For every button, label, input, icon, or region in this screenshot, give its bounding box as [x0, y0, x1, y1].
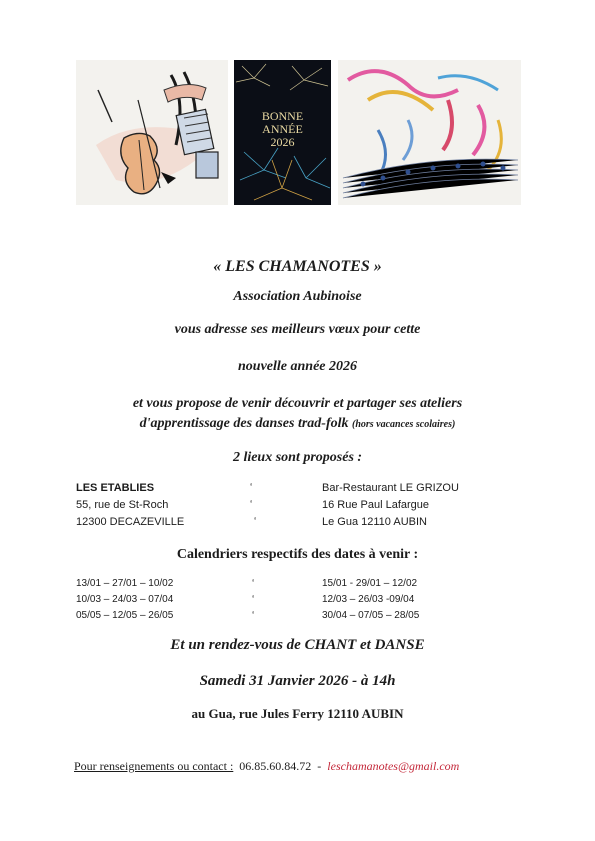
- dates-separator: ‘: [252, 610, 255, 621]
- contact-dash: -: [317, 759, 322, 773]
- fireworks-image: [234, 60, 331, 205]
- dates-right-row-2: 12/03 – 26/03 -09/04: [322, 594, 415, 605]
- venue-left-name: LES ETABLIES: [76, 482, 155, 494]
- greeting-word-2: ANNÉE: [262, 122, 303, 136]
- invitation-line: et vous propose de venir découvrir et partager ses ateliers: [132, 396, 463, 411]
- dates-left-row-2: 10/03 – 24/03 – 07/04: [76, 594, 174, 605]
- workshop-text: d'apprentissage des danses trad-folk: [139, 416, 349, 431]
- venue-right-street: 16 Rue Paul Lafargue: [322, 499, 430, 511]
- venue-separator: ‘: [250, 499, 253, 510]
- school-holidays-note: (hors vacances scolaires): [352, 419, 456, 430]
- event-title: Et un rendez-vous de CHANT et DANSE: [170, 637, 425, 653]
- contact-label: Pour renseignements ou contact :: [74, 759, 234, 773]
- dates-separator: ‘: [252, 578, 255, 589]
- venues-heading: 2 lieux sont proposés :: [232, 450, 363, 465]
- page-title: « LES CHAMANOTES »: [213, 258, 382, 275]
- greeting-year: 2026: [270, 135, 295, 149]
- calendar-heading: Calendriers respectifs des dates à venir :: [176, 547, 419, 562]
- dates-left-row-3: 05/05 – 12/05 – 26/05: [76, 610, 174, 621]
- event-date: Samedi 31 Janvier 2026 - à 14h: [199, 673, 396, 689]
- dates-left-row-1: 13/01 – 27/01 – 10/02: [76, 578, 174, 589]
- contact-phone[interactable]: 06.85.60.84.72: [239, 759, 312, 773]
- venue-right-name: Bar-Restaurant LE GRIZOU: [322, 482, 459, 494]
- contact-email-link[interactable]: leschamanotes@gmail.com: [327, 759, 460, 773]
- venue-separator: ‘: [254, 516, 257, 527]
- venue-right-city: Le Gua 12110 AUBIN: [322, 516, 427, 528]
- event-address: au Gua, rue Jules Ferry 12110 AUBIN: [191, 706, 404, 721]
- association-name: Association Aubinoise: [233, 289, 362, 304]
- workshop-line: [0, 416, 595, 432]
- greeting-word-1: BONNE: [261, 109, 304, 123]
- dancers-music-staff-icon: [338, 60, 521, 205]
- dates-separator: ‘: [252, 594, 255, 605]
- venue-left-city: 12300 DECAZEVILLE: [76, 516, 185, 528]
- violin-accordion-dancer-icon: [76, 60, 228, 205]
- venue-separator: ‘: [250, 482, 253, 493]
- wishes-line: vous adresse ses meilleurs vœux pour cette: [174, 322, 421, 337]
- header-images: [76, 60, 521, 205]
- contact-line: [74, 759, 459, 774]
- venue-left-street: 55, rue de St-Roch: [76, 499, 169, 511]
- dates-right-row-3: 30/04 – 07/05 – 28/05: [322, 610, 420, 621]
- new-year-line: nouvelle année 2026: [238, 359, 357, 374]
- dates-right-row-1: 15/01 - 29/01 – 12/02: [322, 578, 418, 589]
